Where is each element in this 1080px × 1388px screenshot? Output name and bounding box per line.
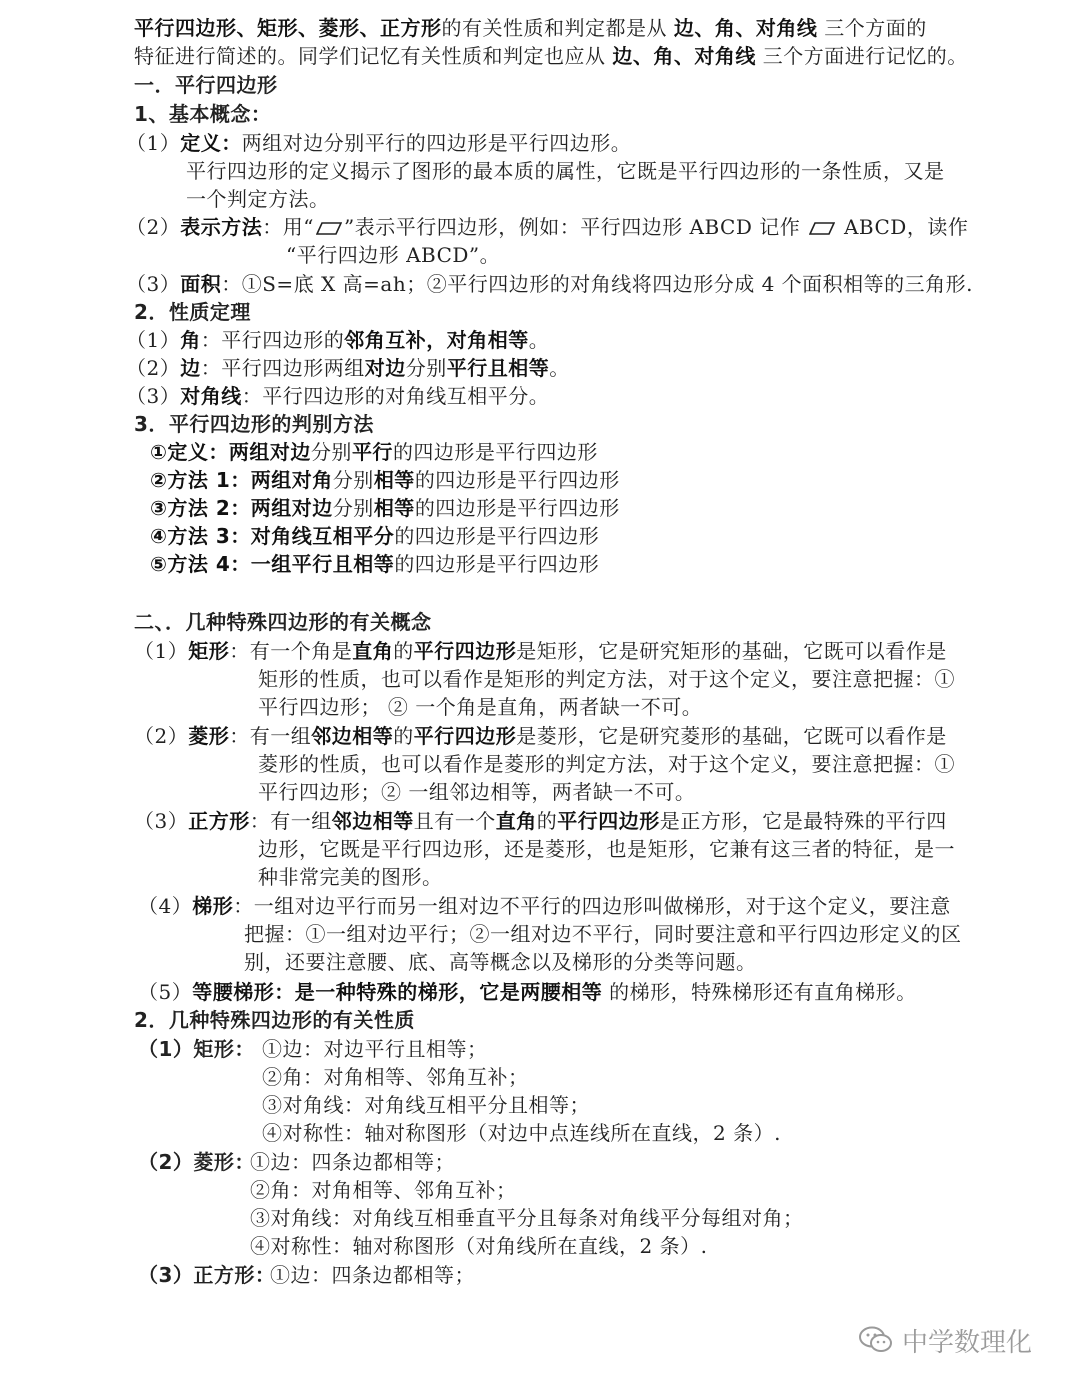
rhombus-def-2: 菱形的性质，也可以看作是菱形的判定方法，对于这个定义，要注意把握：① (258, 752, 955, 776)
rhombus-prop-item: ②角：对角相等、邻角互补； (250, 1178, 517, 1202)
square-props-label: （3）正方形： (138, 1263, 276, 1287)
section-title-parallelogram: 一．平行四边形 (134, 73, 278, 97)
area-line: （3）面积：①S=底 X 高=ah；②平行四边形的对角线将四边形分成 4 个面积相等的三角形. (126, 272, 974, 296)
subsection-title-properties: 2．性质定理 (134, 300, 251, 324)
rectangle-prop-item: ③对角线：对角线互相平分且相等； (262, 1093, 590, 1117)
watermark-text: 中学数理化 (902, 1327, 1033, 1358)
trapezoid-def-3: 别，还要注意腰、底、高等概念以及梯形的分类等问题。 (244, 950, 757, 974)
rhombus-def: （2）菱形：有一组邻边相等的平行四边形是菱形，它是研究菱形的基础，它既可以看作是 (134, 724, 947, 748)
isosceles-trapezoid-def: （5）等腰梯形：是一种特殊的梯形，它是两腰相等 的梯形，特殊梯形还有直角梯形。 (138, 980, 917, 1004)
rectangle-def: （1）矩形：有一个角是直角的平行四边形是矩形，它是研究矩形的基础，它既可以看作是 (134, 639, 947, 663)
judgement-item: ③方法 2：两组对边分别相等的四边形是平行四边形 (150, 496, 620, 520)
rectangle-def-2: 矩形的性质，也可以看作是矩形的判定方法，对于这个定义，要注意把握：① (258, 667, 955, 691)
notation-line-2: “平行四边形 ABCD”。 (286, 243, 501, 267)
notation-line: （2）表示方法：用“ ”表示平行四边形，例如：平行四边形 ABCD 记作 ABCD，读作 (126, 215, 969, 239)
square-def-3: 种非常完美的图形。 (258, 865, 443, 889)
section-title-special-properties: 2．几种特殊四边形的有关性质 (134, 1008, 415, 1032)
rhombus-prop-item: ③对角线：对角线互相垂直平分且每条对角线平分每组对角； (250, 1206, 804, 1230)
watermark (858, 1320, 1032, 1360)
trapezoid-def: （4）梯形：一组对边平行而另一组对边不平行的四边形叫做梯形，对于这个定义，要注意 (138, 894, 951, 918)
rhombus-def-3: 平行四边形；② 一组邻边相等，两者缺一不可。 (258, 780, 696, 804)
rectangle-prop-item: ①边：对边平行且相等； (262, 1037, 488, 1061)
property-angle: （1）角：平行四边形的邻角互补，对角相等。 (126, 328, 550, 352)
definition-note-2: 一个判定方法。 (186, 187, 330, 211)
definition-note-1: 平行四边形的定义揭示了图形的最本质的属性，它既是平行四边形的一条性质，又是 (186, 159, 945, 183)
section-title-special-concepts: 二、．几种特殊四边形的有关概念 (134, 610, 432, 634)
parallelogram-icon (809, 222, 835, 235)
property-side: （2）边：平行四边形两组对边分别平行且相等。 (126, 356, 570, 380)
intro-line-1: 平行四边形、矩形、菱形、正方形的有关性质和判定都是从 边、角、对角线 三个方面的 (134, 16, 927, 40)
rectangle-prop-item: ②角：对角相等、邻角互补； (262, 1065, 529, 1089)
judgement-item: ①定义：两组对边分别平行的四边形是平行四边形 (150, 440, 598, 464)
subsection-title-judgement: 3．平行四边形的判别方法 (134, 412, 374, 436)
rectangle-prop-item: ④对称性：轴对称图形（对边中点连线所在直线，2 条）. (262, 1121, 781, 1145)
judgement-item: ②方法 1：两组对角分别相等的四边形是平行四边形 (150, 468, 620, 492)
rhombus-props-label: （2）菱形： (138, 1150, 255, 1174)
subsection-title-basic: 1、基本概念： (134, 102, 272, 126)
square-prop-item: ①边：四条边都相等； (270, 1263, 475, 1287)
trapezoid-def-2: 把握：①一组对边平行；②一组对边不平行，同时要注意和平行四边形定义的区 (244, 922, 962, 946)
square-def: （3）正方形：有一组邻边相等且有一个直角的平行四边形是正方形，它是最特殊的平行四 (134, 809, 947, 833)
judgement-item: ④方法 3：对角线互相平分的四边形是平行四边形 (150, 524, 600, 548)
wechat-icon (858, 1325, 894, 1355)
rectangle-props-label: （1）矩形： (138, 1037, 255, 1061)
property-diagonal: （3）对角线：平行四边形的对角线互相平分。 (126, 384, 550, 408)
intro-line-2: 特征进行简述的。同学们记忆有关性质和判定也应从 边、角、对角线 三个方面进行记忆的。 (134, 44, 968, 68)
parallelogram-icon (316, 222, 342, 235)
rhombus-prop-item: ④对称性：轴对称图形（对角线所在直线，2 条）. (250, 1234, 708, 1258)
rhombus-prop-item: ①边：四条边都相等； (250, 1150, 455, 1174)
rectangle-def-3: 平行四边形； ② 一个角是直角，两者缺一不可。 (258, 695, 703, 719)
definition-line: （1）定义：两组对边分别平行的四边形是平行四边形。 (126, 131, 632, 155)
square-def-2: 边形，它既是平行四边形，还是菱形，也是矩形，它兼有这三者的特征，是一 (258, 837, 955, 861)
judgement-item: ⑤方法 4：一组平行且相等的四边形是平行四边形 (150, 552, 600, 576)
